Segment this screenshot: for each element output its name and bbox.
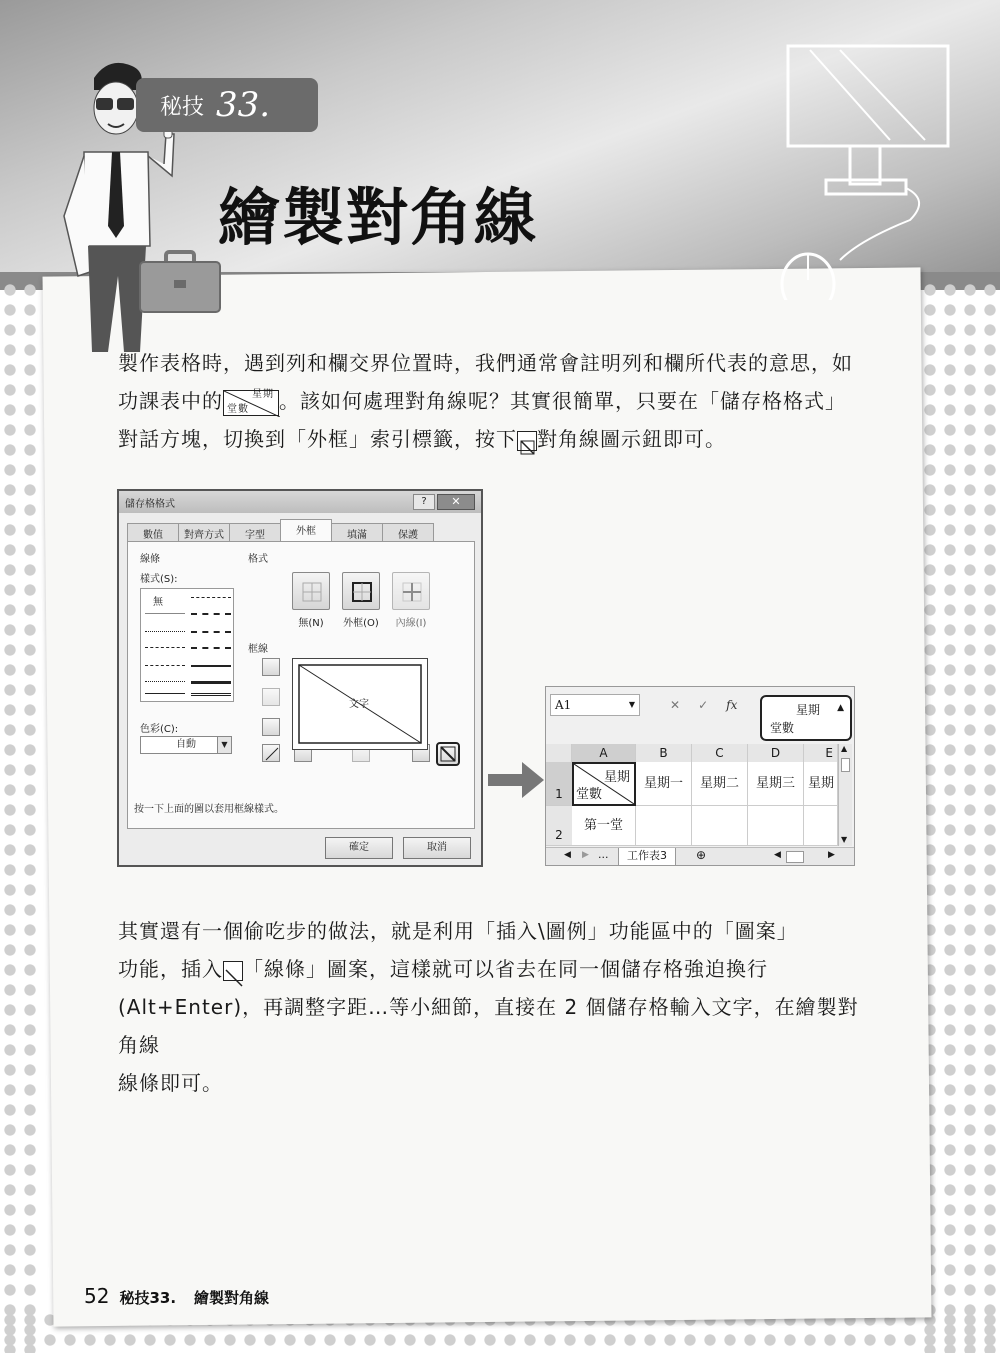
preset-none-label: 無(N)	[298, 618, 324, 629]
tip-number-tag	[136, 78, 318, 132]
line-style-option[interactable]	[145, 631, 185, 632]
scroll-thumb[interactable]	[841, 758, 850, 772]
dot-pattern-right	[920, 280, 1000, 1353]
line-style-option[interactable]	[191, 613, 231, 615]
name-box[interactable]: A1 ▼	[550, 694, 640, 716]
close-button[interactable]: ✕	[437, 494, 475, 510]
preset-inside-label: 內線(I)	[395, 618, 427, 629]
tab-font[interactable]: 字型	[229, 523, 281, 541]
column-header[interactable]: B	[636, 744, 692, 762]
hscroll-left-icon[interactable]: ◀	[774, 850, 781, 860]
line-style-option[interactable]	[145, 665, 185, 666]
line-style-option[interactable]	[191, 597, 231, 598]
line-style-list[interactable]	[140, 588, 234, 702]
help-button[interactable]: ?	[413, 494, 435, 510]
dialog-tabs	[127, 523, 433, 541]
formula-bar[interactable]: 星期 堂數 ▲	[760, 695, 852, 741]
cell-d2[interactable]	[748, 806, 804, 846]
border-preview[interactable]	[292, 658, 428, 750]
sheet-tab-bar	[546, 847, 854, 865]
intro-paragraph	[118, 344, 862, 458]
cell-b1[interactable]: 星期一	[636, 762, 692, 806]
column-header[interactable]: E	[804, 744, 838, 762]
color-label: 色彩(C):	[140, 724, 179, 735]
excel-worksheet	[545, 686, 855, 866]
check-icon[interactable]: ✓	[698, 698, 709, 712]
intro-line-1: 製作表格時，遇到列和欄交界位置時，我們通常會註明列和欄所代表的意思，如	[118, 351, 853, 375]
scroll-up-icon[interactable]: ▲	[841, 744, 848, 753]
top-border-button[interactable]	[262, 658, 280, 676]
select-all-corner[interactable]	[546, 744, 572, 762]
tab-number[interactable]: 數值	[127, 523, 179, 541]
dialog-title-bar	[119, 491, 481, 513]
style-label: 樣式(S):	[140, 574, 178, 585]
cell-a1[interactable]: 星期 堂數	[572, 762, 636, 806]
dot-pattern-left	[0, 280, 40, 1353]
hscroll-thumb[interactable]	[786, 851, 804, 863]
sheet-tab[interactable]: 工作表3	[618, 848, 676, 866]
outro-line-3: (Alt+Enter)，再調整字距…等小細節，直接在 2 個儲存格輸入文字，在繪製對角線	[118, 995, 859, 1057]
fx-icon[interactable]: fx	[726, 698, 738, 712]
diagonal-up-border-button[interactable]	[262, 744, 280, 762]
chevron-down-icon[interactable]: ▼	[217, 737, 231, 753]
scroll-down-icon[interactable]: ▼	[841, 835, 848, 844]
computer-monitor-illustration	[780, 40, 960, 300]
presets-section-label: 格式	[248, 554, 268, 565]
cell-d1[interactable]: 星期三	[748, 762, 804, 806]
border-tab-panel	[127, 541, 475, 829]
line-style-option[interactable]	[191, 665, 231, 667]
line-style-option[interactable]	[145, 647, 185, 648]
cell-e1[interactable]: 星期	[804, 762, 838, 806]
cancel-icon[interactable]: ✕	[670, 698, 681, 712]
formula-bar-buttons	[664, 694, 760, 716]
outro-line-4: 線條即可。	[118, 1071, 223, 1095]
page-title: 繪製對角線	[218, 181, 539, 254]
color-select[interactable]: 自動 ▼	[140, 736, 232, 754]
cell-c1[interactable]: 星期二	[692, 762, 748, 806]
cell-e2[interactable]	[804, 806, 838, 846]
line-style-option[interactable]	[191, 647, 231, 649]
tab-protection[interactable]: 保護	[382, 523, 434, 541]
cell-c2[interactable]	[692, 806, 748, 846]
inner-horizontal-border-button[interactable]	[262, 688, 280, 706]
preset-outline-button[interactable]	[342, 572, 380, 610]
border-section-label: 框線	[248, 644, 268, 655]
diagonal-cell-example: 星期 堂數	[223, 390, 279, 416]
line-section-label: 線條	[140, 554, 160, 565]
tip-number: 33.	[216, 85, 271, 125]
line-style-option[interactable]	[145, 681, 185, 682]
page-footer	[84, 1284, 269, 1308]
page-number: 52	[84, 1284, 110, 1308]
sheet-prev-icon[interactable]: ◀	[564, 850, 571, 860]
footer-title: 繪製對角線	[194, 1289, 270, 1307]
briefcase-icon	[138, 250, 222, 314]
hscroll-right-icon[interactable]: ▶	[828, 850, 835, 860]
dialog-title: 儲存格格式	[125, 498, 175, 510]
column-header[interactable]: C	[692, 744, 748, 762]
format-cells-dialog	[117, 489, 483, 867]
bottom-border-button[interactable]	[262, 718, 280, 736]
outro-line-1: 其實還有一個偷吃步的做法，就是利用「插入\圖例」功能區中的「圖案」	[118, 919, 798, 943]
line-style-option[interactable]	[191, 681, 231, 684]
vertical-scrollbar[interactable]	[838, 744, 852, 846]
line-style-option[interactable]	[191, 631, 231, 633]
preset-none-button[interactable]	[292, 572, 330, 610]
outro-paragraph	[118, 912, 862, 1102]
intro-line-3: 對話方塊，切換到「外框」索引標籤，按下 對角線圖示鈕即可。	[118, 420, 862, 458]
hint-text: 按一下上面的圖以套用框線樣式。	[134, 804, 284, 815]
sheet-more[interactable]: ...	[598, 848, 609, 861]
row-header[interactable]: 2	[546, 806, 572, 846]
tab-border[interactable]: 外框	[280, 519, 332, 541]
outro-line-2: 功能，插入 「線條」圖案，這樣就可以省去在同一個儲存格強迫換行	[118, 950, 862, 988]
cancel-button[interactable]: 取消	[403, 837, 471, 859]
footer-tip: 秘技33.	[119, 1289, 177, 1307]
preset-inside-button[interactable]	[392, 572, 430, 610]
tab-alignment[interactable]: 對齊方式	[178, 523, 230, 541]
line-shape-icon	[223, 961, 243, 981]
tab-fill[interactable]: 填滿	[331, 523, 383, 541]
add-sheet-icon[interactable]: ⊕	[696, 848, 707, 862]
line-style-option[interactable]	[145, 693, 185, 694]
row-header[interactable]: 1	[546, 762, 572, 806]
preview-text: 文字	[349, 699, 369, 710]
cell-a2[interactable]: 第一堂	[572, 806, 636, 846]
column-header[interactable]: D	[748, 744, 804, 762]
sheet-next-icon[interactable]: ▶	[582, 850, 589, 860]
ok-button[interactable]: 確定	[325, 837, 393, 859]
line-style-option[interactable]	[191, 693, 231, 696]
cell-b2[interactable]	[636, 806, 692, 846]
line-style-option[interactable]	[145, 613, 185, 614]
tip-label: 秘技	[160, 94, 205, 120]
diagonal-border-icon	[517, 431, 537, 451]
intro-line-2: 功課表中的 星期 堂數 。該如何處理對角線呢？其實很簡單，只要在「儲存格格式」	[118, 388, 846, 415]
chevron-up-icon[interactable]: ▲	[837, 703, 844, 713]
preset-outline-label: 外框(O)	[343, 618, 379, 629]
arrow-right-icon	[488, 760, 544, 800]
line-style-none[interactable]: 無	[153, 597, 163, 608]
diagonal-down-border-button[interactable]	[436, 742, 460, 766]
column-header[interactable]: A	[572, 744, 636, 762]
